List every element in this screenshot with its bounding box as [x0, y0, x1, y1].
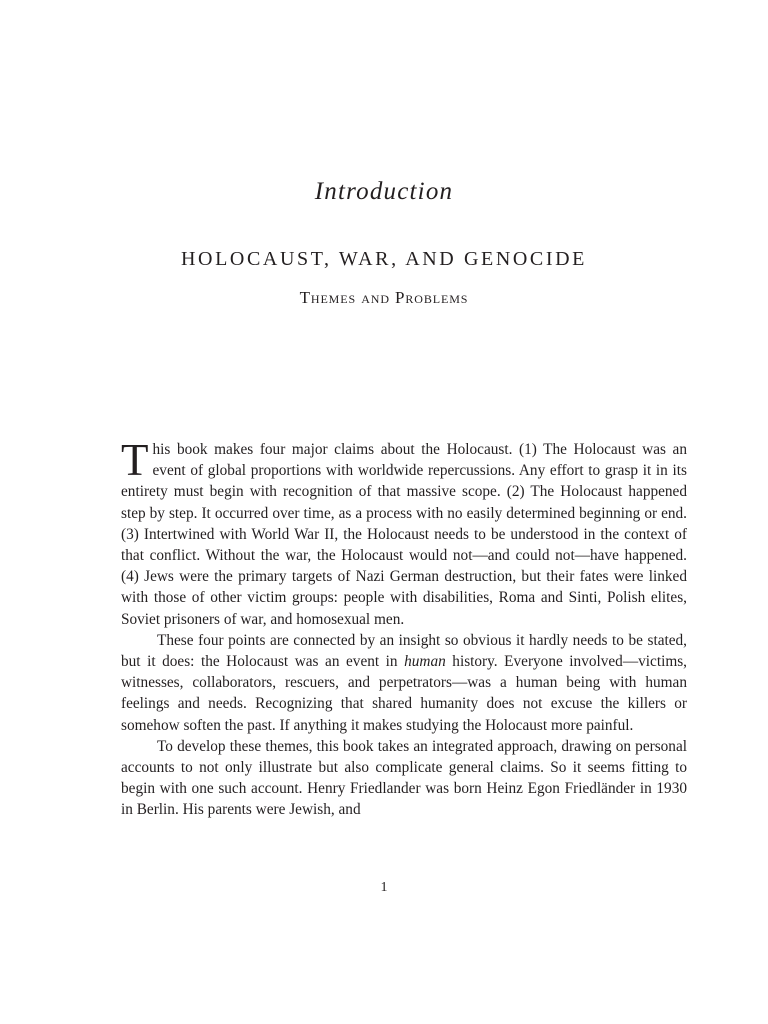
paragraph-2-text-end: history. Everyone involved—victims, witnesses, collaborators, rescuers, and perpetrators—was a human being with human feelings and needs. Recognizing that shared humanity does not excuse the killers or somehow soften the past. If anything it makes studying the Holocaust more painful. [121, 653, 687, 734]
paragraph-1-text: his book makes four major claims about the Holocaust. (1) The Holocaust was an event of global proportions with worldwide repercussions. Any effort to grasp it in its entirety must begin with recognition of that massive scope. (2) The Holocaust happened step by step. It occurred over time, as a process with no easily determined beginning or end. (3) Intertwined with World War II, the Holocaust needs to be understood in the context of that conflict. Without the war, the Holocaust would not—and could not—have happened. (4) Jews were the primary targets of Nazi German destruction, but their fates were linked with those of other victim groups: people with disabilities, Roma and Sinti, Polish elites, Soviet prisoners of war, and homosexual men. [121, 441, 687, 628]
paragraph-1 [121, 435, 687, 630]
chapter-label: Introduction [314, 178, 454, 205]
paragraph-3: To develop these themes, this book takes an integrated approach, drawing on personal accounts to not only illustrate but also complicate general claims. So it seems fitting to begin with one such account. Henry Friedlander was born Heinz Egon Friedländer in 1930 in Berlin. His parents were Jewish, and [121, 737, 687, 819]
chapter-subtitle: Themes and Problems [299, 288, 469, 307]
page-number: 1 [380, 880, 388, 895]
emphasis-human: human [404, 653, 446, 671]
drop-cap: T [121, 435, 149, 485]
body-text [121, 435, 687, 821]
paragraph-2-text-start: These four points are connected by an insight so obvious it hardly needs to be stated, but it does: the Holocaust was an event in [121, 631, 687, 671]
chapter-title: HOLOCAUST, WAR, AND GENOCIDE [181, 248, 587, 270]
paragraph-2 [121, 630, 687, 736]
